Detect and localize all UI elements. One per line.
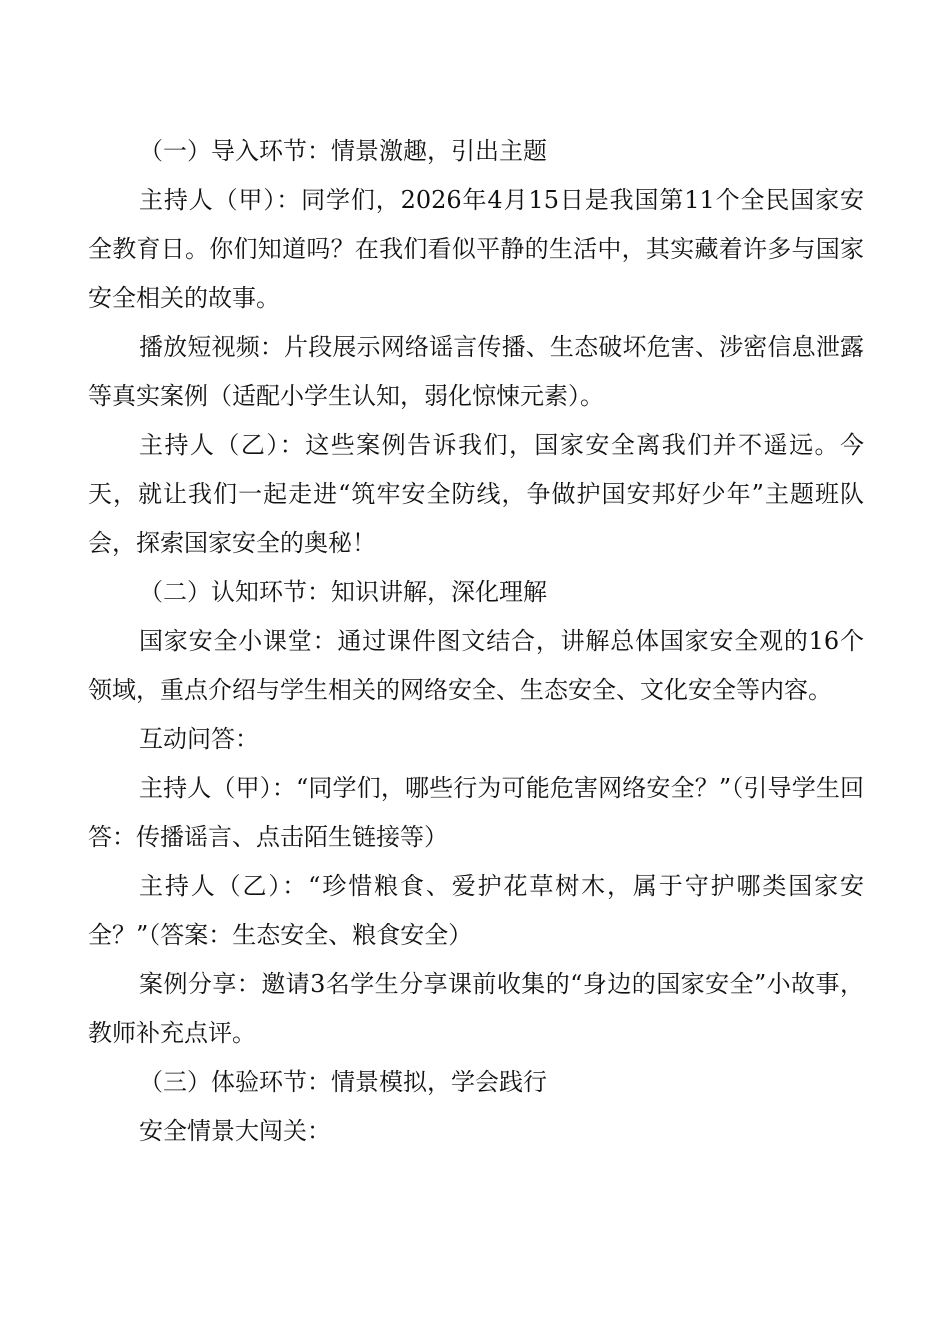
paragraph-video: 播放短视频：片段展示网络谣言传播、生态破坏危害、涉密信息泄露等真实案例（适配小学生认知，弱化惊悚元素）。 <box>88 333 864 410</box>
section-heading-experience: （三）体验环节：情景模拟，学会践行 <box>139 1068 547 1096</box>
paragraph-challenge: 安全情景大闯关： <box>139 1117 331 1145</box>
paragraph-case-sharing: 案例分享：邀请3名学生分享课前收集的“身边的国家安全”小故事，教师补充点评。 <box>88 970 864 1047</box>
paragraph-host-a-intro: 主持人（甲）：同学们，2026年4月15日是我国第11个全民国家安全教育日。你们知道吗？在我们看似平静的生活中，其实藏着许多与国家安全相关的故事。 <box>88 186 864 312</box>
paragraph-host-b-question: 主持人（乙）：“珍惜粮食、爱护花草树木，属于守护哪类国家安全？”（答案：生态安全、粮食安全） <box>88 872 864 949</box>
paragraph-host-a-question: 主持人（甲）：“同学们，哪些行为可能危害网络安全？”（引导学生回答：传播谣言、点击陌生链接等） <box>88 774 864 851</box>
paragraph-classroom: 国家安全小课堂：通过课件图文结合，讲解总体国家安全观的16个领域，重点介绍与学生相关的网络安全、生态安全、文化安全等内容。 <box>88 627 864 704</box>
document-body <box>88 127 864 1156</box>
section-heading-intro: （一）导入环节：情景激趣，引出主题 <box>139 137 547 165</box>
section-heading-cognition: （二）认知环节：知识讲解，深化理解 <box>139 578 547 606</box>
paragraph-qa-label: 互动问答： <box>139 725 259 753</box>
paragraph-host-b-intro: 主持人（乙）：这些案例告诉我们，国家安全离我们并不遥远。今天，就让我们一起走进“筑牢安全防线，争做护国安邦好少年”主题班队会，探索国家安全的奥秘！ <box>88 431 864 557</box>
